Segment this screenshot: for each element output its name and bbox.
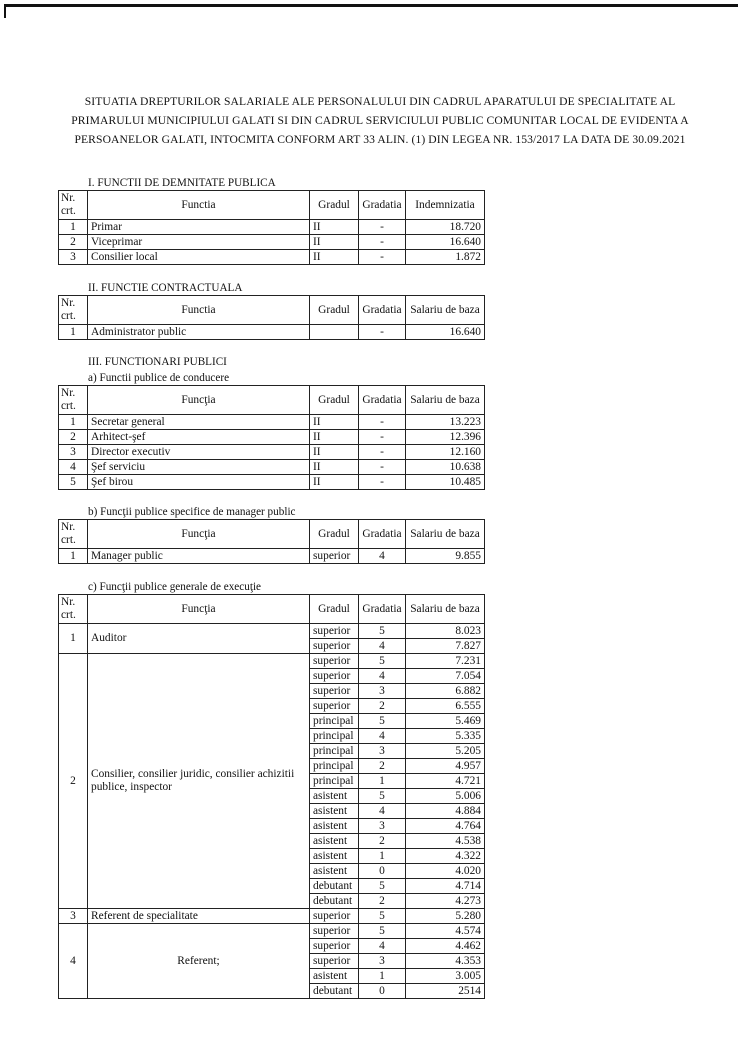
table-row <box>59 445 485 460</box>
cell-gradatia: 4 <box>359 804 406 819</box>
cell-gradul: superior <box>310 669 359 684</box>
cell-functia: Şef serviciu <box>88 460 310 475</box>
col-gradatia: Gradatia <box>359 296 406 325</box>
table-row <box>59 624 485 639</box>
table-functie-contractuala <box>58 295 485 340</box>
cell-gradatia: - <box>359 325 406 340</box>
cell-gradatia: - <box>359 250 406 265</box>
cell-salariu: 7.054 <box>406 669 485 684</box>
cell-gradul <box>310 325 359 340</box>
table-row <box>59 924 485 939</box>
cell-gradul: debutant <box>310 894 359 909</box>
table-row <box>59 460 485 475</box>
col-gradul: Gradul <box>310 520 359 549</box>
cell-functia: Administrator public <box>88 325 310 340</box>
cell-gradatia: - <box>359 475 406 490</box>
cell-gradatia: 4 <box>359 639 406 654</box>
cell-nr: 1 <box>59 415 88 430</box>
cell-gradul: principal <box>310 714 359 729</box>
cell-functia: Secretar general <box>88 415 310 430</box>
cell-functia: Consilier local <box>88 250 310 265</box>
cell-gradul: debutant <box>310 879 359 894</box>
cell-salariu: 2514 <box>406 984 485 999</box>
cell-gradatia: 5 <box>359 909 406 924</box>
top-border-line <box>4 4 738 7</box>
cell-gradul: principal <box>310 729 359 744</box>
cell-gradatia: - <box>359 415 406 430</box>
cell-gradatia: 2 <box>359 834 406 849</box>
table-row <box>59 220 485 235</box>
table-row <box>59 654 485 669</box>
section-1-heading: I. FUNCTII DE DEMNITATE PUBLICA <box>88 177 276 189</box>
cell-gradul: superior <box>310 939 359 954</box>
cell-gradatia: 3 <box>359 954 406 969</box>
cell-gradatia: 1 <box>359 969 406 984</box>
cell-gradatia: - <box>359 235 406 250</box>
cell-salariu: 4.322 <box>406 849 485 864</box>
section-3b-heading: b) Funcţii publice specifice de manager public <box>88 506 296 518</box>
cell-gradul: debutant <box>310 984 359 999</box>
col-gradatia: Gradatia <box>359 520 406 549</box>
cell-salariu: 5.280 <box>406 909 485 924</box>
cell-functia: Referent; <box>88 924 310 999</box>
cell-salariu: 13.223 <box>406 415 485 430</box>
cell-salariu: 7.231 <box>406 654 485 669</box>
cell-gradul: II <box>310 250 359 265</box>
cell-gradatia: 2 <box>359 699 406 714</box>
col-salariu: Salariu de baza <box>406 595 485 624</box>
cell-salariu: 4.462 <box>406 939 485 954</box>
cell-gradatia: 5 <box>359 624 406 639</box>
table-row <box>59 250 485 265</box>
cell-gradatia: 5 <box>359 654 406 669</box>
cell-nr: 2 <box>59 235 88 250</box>
section-3-heading: III. FUNCTIONARI PUBLICI <box>88 356 227 368</box>
col-nr-crt: Nr. crt. <box>59 520 88 549</box>
cell-gradul: asistent <box>310 834 359 849</box>
cell-gradul: II <box>310 475 359 490</box>
cell-gradatia: 5 <box>359 924 406 939</box>
cell-gradul: II <box>310 415 359 430</box>
cell-salariu: 7.827 <box>406 639 485 654</box>
table-row <box>59 475 485 490</box>
cell-salariu: 4.721 <box>406 774 485 789</box>
cell-gradul: principal <box>310 759 359 774</box>
cell-gradatia: 3 <box>359 744 406 759</box>
col-salariu: Salariu de baza <box>406 386 485 415</box>
cell-salariu: 1.872 <box>406 250 485 265</box>
cell-gradatia: 3 <box>359 819 406 834</box>
table-functii-conducere <box>58 385 485 490</box>
cell-gradatia: - <box>359 220 406 235</box>
cell-salariu: 4.020 <box>406 864 485 879</box>
col-nr-crt: Nr. crt. <box>59 386 88 415</box>
cell-nr: 2 <box>59 654 88 909</box>
col-nr-crt: Nr. crt. <box>59 191 88 220</box>
cell-gradatia: 4 <box>359 669 406 684</box>
cell-gradul: superior <box>310 909 359 924</box>
cell-gradul: II <box>310 460 359 475</box>
cell-salariu: 3.005 <box>406 969 485 984</box>
cell-gradul: asistent <box>310 849 359 864</box>
col-nr-crt: Nr. crt. <box>59 296 88 325</box>
cell-gradul: II <box>310 445 359 460</box>
cell-salariu: 16.640 <box>406 325 485 340</box>
col-functia: Functia <box>88 296 310 325</box>
cell-gradul: superior <box>310 654 359 669</box>
col-functia: Funcţia <box>88 595 310 624</box>
cell-salariu: 5.335 <box>406 729 485 744</box>
cell-salariu: 10.485 <box>406 475 485 490</box>
cell-gradatia: - <box>359 460 406 475</box>
cell-salariu: 5.006 <box>406 789 485 804</box>
cell-gradul: II <box>310 430 359 445</box>
col-gradatia: Gradatia <box>359 386 406 415</box>
cell-salariu: 5.205 <box>406 744 485 759</box>
table-row <box>59 909 485 924</box>
cell-salariu: 6.882 <box>406 684 485 699</box>
cell-salariu: 12.396 <box>406 430 485 445</box>
cell-functia: Primar <box>88 220 310 235</box>
cell-gradatia: - <box>359 445 406 460</box>
cell-gradul: superior <box>310 624 359 639</box>
cell-functia: Auditor <box>88 624 310 654</box>
col-salariu: Salariu de baza <box>406 520 485 549</box>
cell-salariu: 12.160 <box>406 445 485 460</box>
cell-gradul: asistent <box>310 789 359 804</box>
section-2-heading: II. FUNCTIE CONTRACTUALA <box>88 282 243 294</box>
cell-salariu: 5.469 <box>406 714 485 729</box>
col-gradul: Gradul <box>310 386 359 415</box>
table-manager-public <box>58 519 485 564</box>
cell-functia: Şef birou <box>88 475 310 490</box>
cell-gradul: superior <box>310 924 359 939</box>
cell-salariu: 18.720 <box>406 220 485 235</box>
cell-gradatia: 2 <box>359 759 406 774</box>
cell-nr: 1 <box>59 549 88 564</box>
cell-gradul: principal <box>310 774 359 789</box>
table-row <box>59 235 485 250</box>
cell-salariu: 4.574 <box>406 924 485 939</box>
cell-salariu: 4.273 <box>406 894 485 909</box>
cell-gradul: II <box>310 220 359 235</box>
cell-gradatia: 0 <box>359 984 406 999</box>
cell-salariu: 9.855 <box>406 549 485 564</box>
col-gradul: Gradul <box>310 191 359 220</box>
cell-salariu: 4.957 <box>406 759 485 774</box>
table-row <box>59 549 485 564</box>
col-functia: Funcţia <box>88 386 310 415</box>
cell-nr: 2 <box>59 430 88 445</box>
col-gradatia: Gradatia <box>359 191 406 220</box>
cell-salariu: 10.638 <box>406 460 485 475</box>
cell-functia: Referent de specialitate <box>88 909 310 924</box>
cell-gradatia: 4 <box>359 729 406 744</box>
table-row <box>59 430 485 445</box>
cell-gradul: asistent <box>310 864 359 879</box>
col-indemnizatia: Indemnizatia <box>406 191 485 220</box>
cell-salariu: 8.023 <box>406 624 485 639</box>
cell-gradul: asistent <box>310 804 359 819</box>
table-row <box>59 325 485 340</box>
cell-functia: Arhitect-şef <box>88 430 310 445</box>
cell-gradatia: - <box>359 430 406 445</box>
col-gradul: Gradul <box>310 296 359 325</box>
col-gradul: Gradul <box>310 595 359 624</box>
cell-nr: 1 <box>59 220 88 235</box>
col-functia: Functia <box>88 191 310 220</box>
cell-salariu: 4.764 <box>406 819 485 834</box>
cell-gradul: superior <box>310 954 359 969</box>
cell-gradatia: 4 <box>359 549 406 564</box>
cell-gradatia: 1 <box>359 774 406 789</box>
section-3a-heading: a) Functii publice de conducere <box>88 372 230 384</box>
cell-gradatia: 0 <box>359 864 406 879</box>
top-border-tick <box>4 4 6 18</box>
cell-gradatia: 1 <box>359 849 406 864</box>
cell-salariu: 4.353 <box>406 954 485 969</box>
cell-gradul: superior <box>310 684 359 699</box>
cell-functia: Director executiv <box>88 445 310 460</box>
cell-gradul: superior <box>310 549 359 564</box>
cell-gradul: asistent <box>310 819 359 834</box>
cell-nr: 1 <box>59 325 88 340</box>
table-demnitate-publica <box>58 190 485 265</box>
cell-functia: Consilier, consilier juridic, consilier achizitii publice, inspector <box>88 654 310 909</box>
cell-gradul: superior <box>310 699 359 714</box>
cell-nr: 3 <box>59 909 88 924</box>
cell-nr: 5 <box>59 475 88 490</box>
col-gradatia: Gradatia <box>359 595 406 624</box>
cell-gradatia: 5 <box>359 879 406 894</box>
cell-gradatia: 3 <box>359 684 406 699</box>
cell-salariu: 4.714 <box>406 879 485 894</box>
table-row <box>59 415 485 430</box>
cell-nr: 1 <box>59 624 88 654</box>
cell-gradatia: 4 <box>359 939 406 954</box>
cell-gradul: principal <box>310 744 359 759</box>
cell-gradatia: 2 <box>359 894 406 909</box>
cell-gradul: asistent <box>310 969 359 984</box>
cell-salariu: 6.555 <box>406 699 485 714</box>
cell-nr: 3 <box>59 445 88 460</box>
cell-gradatia: 5 <box>359 714 406 729</box>
cell-gradul: II <box>310 235 359 250</box>
cell-functia: Viceprimar <box>88 235 310 250</box>
cell-nr: 4 <box>59 924 88 999</box>
cell-functia: Manager public <box>88 549 310 564</box>
cell-salariu: 16.640 <box>406 235 485 250</box>
cell-nr: 3 <box>59 250 88 265</box>
col-nr-crt: Nr. crt. <box>59 595 88 624</box>
cell-salariu: 4.538 <box>406 834 485 849</box>
document-title: SITUATIA DREPTURILOR SALARIALE ALE PERSONALULUI DIN CADRUL APARATULUI DE SPECIALITATE AL PRIMARULUI MUNICIPIULUI GALATI SI DIN CADRUL SERVICIULUI PUBLIC COMUNITAR LOCAL DE EVIDENTA A PERSOANELOR GALATI, INTOCMITA CONFORM ART 33 ALIN. (1) DIN LEGEA NR. 153/2017 LA DATA DE 30.09.2021 <box>71 95 689 146</box>
table-functii-executie <box>58 594 485 999</box>
cell-gradul: superior <box>310 639 359 654</box>
col-salariu: Salariu de baza <box>406 296 485 325</box>
cell-gradatia: 5 <box>359 789 406 804</box>
section-3c-heading: c) Funcţii publice generale de execuţie <box>88 581 262 593</box>
cell-salariu: 4.884 <box>406 804 485 819</box>
col-functia: Funcţia <box>88 520 310 549</box>
cell-nr: 4 <box>59 460 88 475</box>
